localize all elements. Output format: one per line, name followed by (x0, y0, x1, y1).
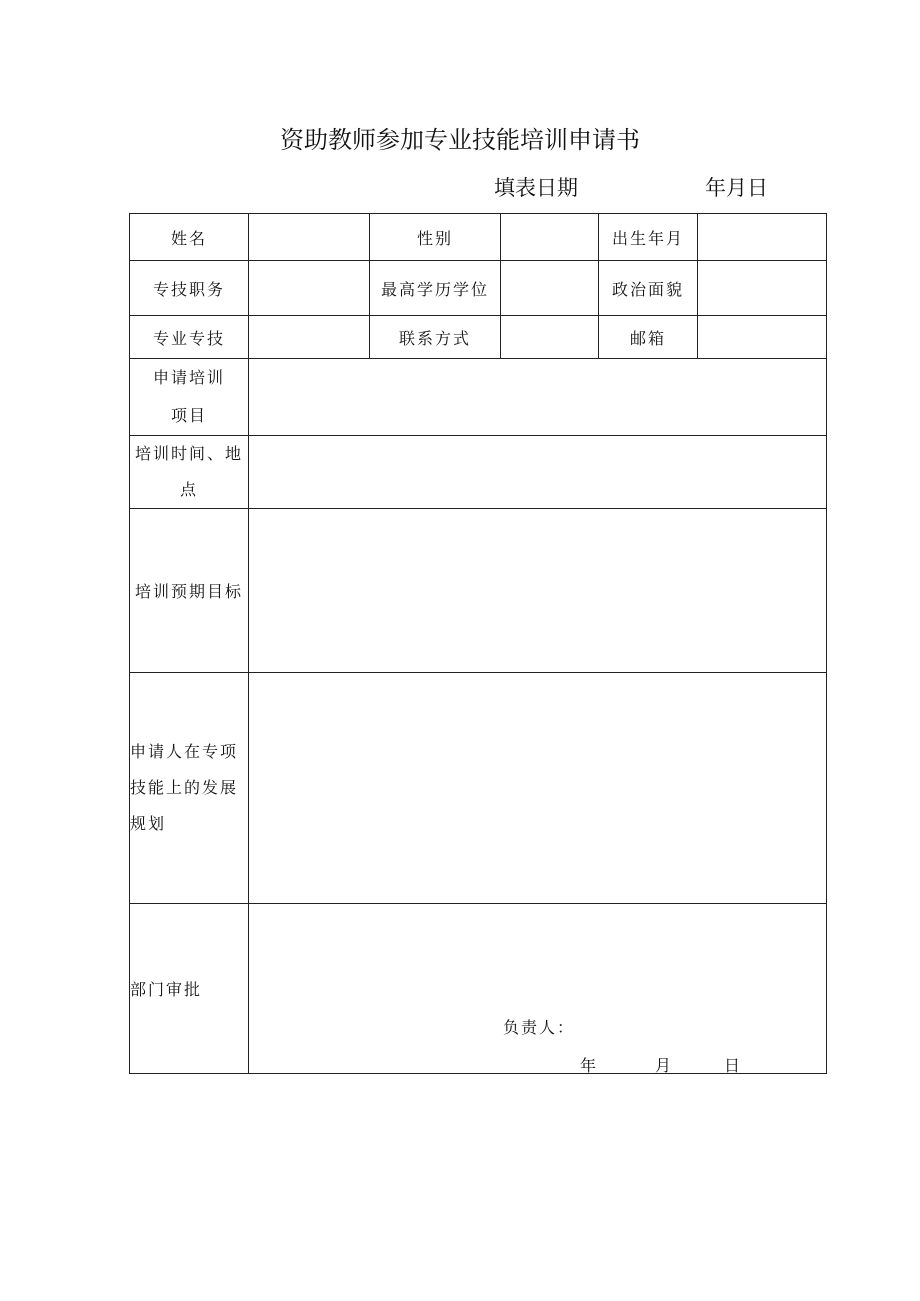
gender-label: 性别 (370, 214, 501, 261)
email-field[interactable] (698, 316, 827, 359)
birth-field[interactable] (698, 214, 827, 261)
fill-date-ymd: 年月日 (705, 176, 768, 200)
specialty-label: 专业专技 (130, 316, 249, 359)
gender-field[interactable] (501, 214, 599, 261)
approval-month: 月 (655, 1056, 672, 1075)
position-field[interactable] (249, 261, 370, 316)
plan-label-line3: 规划 (130, 814, 167, 833)
name-field[interactable] (249, 214, 370, 261)
position-label: 专技职务 (130, 261, 249, 316)
plan-field[interactable] (249, 673, 827, 904)
politics-field[interactable] (698, 261, 827, 316)
approval-field[interactable] (249, 904, 827, 1074)
goal-field[interactable] (249, 509, 827, 673)
project-label (130, 359, 249, 436)
contact-field[interactable] (501, 316, 599, 359)
table-row (130, 214, 827, 261)
education-field[interactable] (501, 261, 599, 316)
table-row (130, 261, 827, 316)
table-row (130, 673, 827, 904)
document-title: 资助教师参加专业技能培训申请书 (280, 126, 640, 154)
politics-label: 政治面貌 (599, 261, 698, 316)
project-label-line2: 项目 (170, 406, 207, 425)
contact-label: 联系方式 (370, 316, 501, 359)
goal-label: 培训预期目标 (130, 509, 249, 673)
approval-label: 部门审批 (130, 904, 249, 1074)
table-row (130, 359, 827, 436)
specialty-field[interactable] (249, 316, 370, 359)
project-label-line1: 申请培训 (152, 368, 225, 387)
table-row (130, 904, 827, 1074)
application-form-table (129, 213, 827, 1074)
plan-label-line1: 申请人在专项 (130, 742, 239, 761)
time-place-label-line1: 培训时间、地 (134, 444, 243, 463)
birth-label: 出生年月 (599, 214, 698, 261)
fill-date-label: 填表日期 (494, 176, 578, 200)
education-label: 最高学历学位 (370, 261, 501, 316)
plan-label (130, 673, 249, 904)
time-place-label (130, 436, 249, 509)
approval-year: 年 (580, 1056, 597, 1075)
time-place-field[interactable] (249, 436, 827, 509)
email-label: 邮箱 (599, 316, 698, 359)
table-row (130, 316, 827, 359)
plan-label-line2: 技能上的发展 (130, 778, 239, 797)
project-field[interactable] (249, 359, 827, 436)
table-row (130, 509, 827, 673)
approval-day: 日 (724, 1056, 741, 1075)
time-place-label-line2: 点 (179, 480, 198, 499)
name-label: 姓名 (130, 214, 249, 261)
responsible-label: 负责人： (503, 1018, 576, 1037)
table-row (130, 436, 827, 509)
